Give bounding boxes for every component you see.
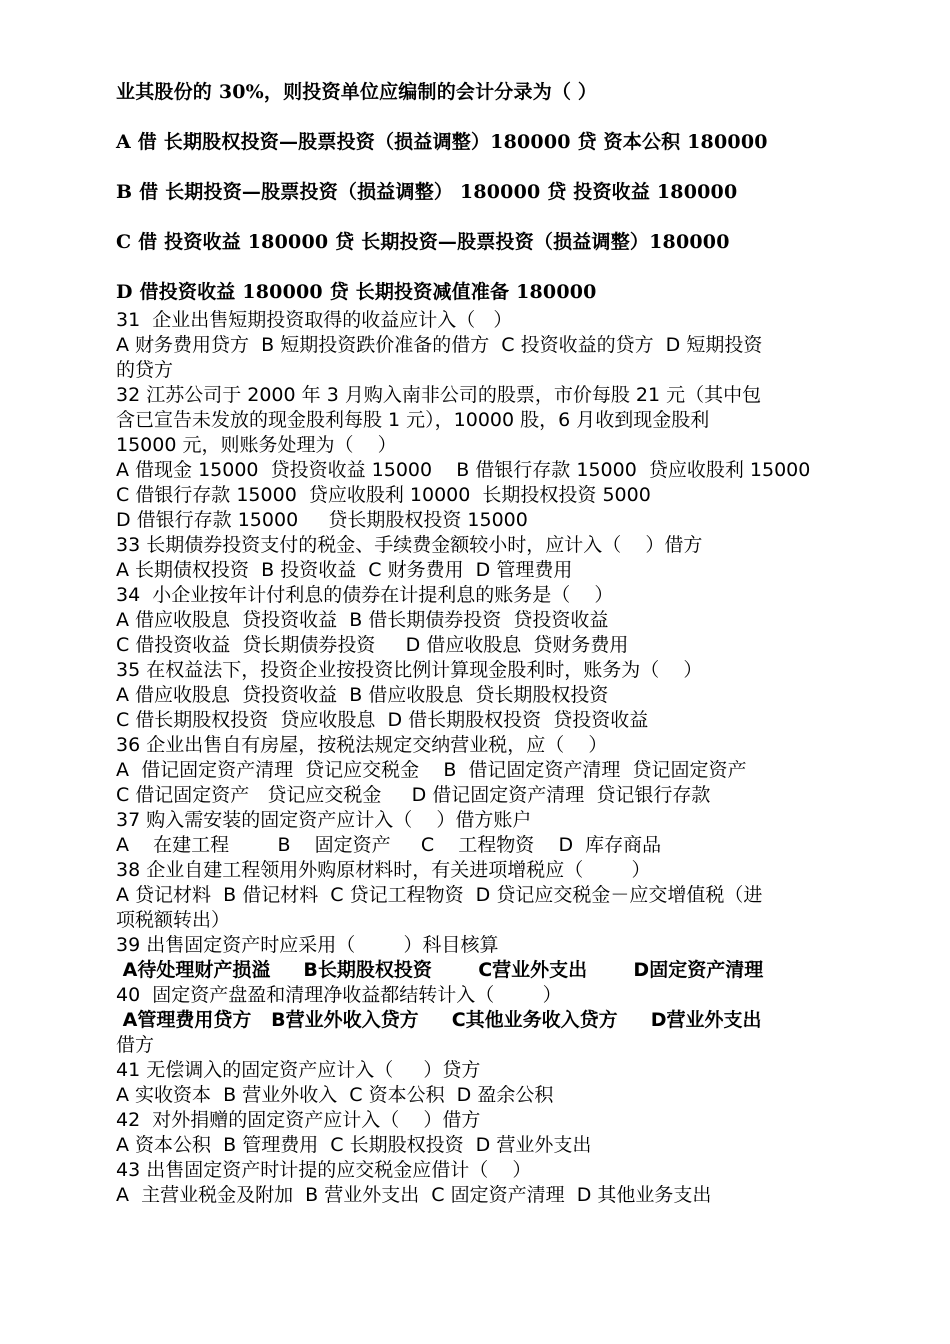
question-line: 的贷方 [116,359,174,381]
option-c: C 借 投资收益 180000 贷 长期投资—股票投资（损益调整）180000 [116,231,730,253]
question-list [116,308,856,1208]
question-stem: 38 企业自建工程领用外购原材料时，有关进项增税应（ ） [116,859,651,881]
question-stem: 36 企业出售自有房屋，按税法规定交纳营业税，应（ ） [116,734,608,756]
question-stem: 43 出售固定资产时计提的应交税金应借计（ ） [116,1159,532,1181]
question-line: A 资本公积 B 管理费用 C 长期股权投资 D 营业外支出 [116,1134,592,1156]
option-a: A 借 长期股权投资—股票投资（损益调整）180000 贷 资本公积 180000 [116,131,768,153]
question-40 [116,983,856,1058]
question-line: A 借现金 15000 贷投资收益 15000 B 借银行存款 15000 贷应收股利 15000 [116,459,811,481]
question-stem: 39 出售固定资产时应采用（ ）科目核算 [116,934,499,956]
question-stem: 40 固定资产盘盈和清理净收益都结转计入（ ） [116,984,562,1006]
previous-question-block [116,80,856,304]
question-stem: 42 对外捐赠的固定资产应计入（ ）借方 [116,1109,481,1131]
question-39 [116,933,856,983]
question-line: A 主营业税金及附加 B 营业外支出 C 固定资产清理 D 其他业务支出 [116,1184,712,1206]
question-stem-continuation: 业其股份的 30%，则投资单位应编制的会计分录为（ ） [116,81,598,103]
question-line: C 借记固定资产 贷记应交税金 D 借记固定资产清理 贷记银行存款 [116,784,711,806]
question-stem: 31 企业出售短期投资取得的收益应计入（ ） [116,309,513,331]
question-line: A 借应收股息 贷投资收益 B 借长期债券投资 贷投资收益 [116,609,609,631]
question-line: A 在建工程 B 固定资产 C 工程物资 D 库存商品 [116,834,662,856]
question-34 [116,583,856,658]
question-stem: 34 小企业按年计付利息的债券在计提利息的账务是（ ） [116,584,614,606]
question-line: 借方 [116,1034,155,1056]
question-line: A 借应收股息 贷投资收益 B 借应收股息 贷长期股权投资 [116,684,609,706]
question-stem: 35 在权益法下，投资企业按投资比例计算现金股利时，账务为（ ） [116,659,703,681]
question-line: A 借记固定资产清理 贷记应交税金 B 借记固定资产清理 贷记固定资产 [116,759,747,781]
question-options: A管理费用贷方 B营业外收入贷方 C其他业务收入贷方 D营业外支出 [116,1009,762,1031]
question-stem: 33 长期债券投资支付的税金、手续费金额较小时，应计入（ ）借方 [116,534,703,556]
question-line: C 借银行存款 15000 贷应收股利 10000 长期投权投资 5000 [116,484,651,506]
question-36 [116,733,856,808]
option-d: D 借投资收益 180000 贷 长期投资减值准备 180000 [116,281,597,303]
question-line: A 长期债权投资 B 投资收益 C 财务费用 D 管理费用 [116,559,573,581]
question-line: A 贷记材料 B 借记材料 C 贷记工程物资 D 贷记应交税金－应交增值税（进 [116,884,763,906]
question-line: 项税额转出） [116,909,231,931]
option-b: B 借 长期投资—股票投资（损益调整） 180000 贷 投资收益 180000 [116,181,738,203]
question-41 [116,1058,856,1108]
question-33 [116,533,856,583]
question-line: 含已宣告未发放的现金股利每股 1 元），10000 股，6 月收到现金股利 [116,409,710,431]
document-page [116,80,856,1208]
question-38 [116,858,856,933]
question-line: A 实收资本 B 营业外收入 C 资本公积 D 盈余公积 [116,1084,554,1106]
question-options: A待处理财产损溢 B长期股权投资 C营业外支出 D固定资产清理 [116,959,764,981]
question-stem: 32 江苏公司于 2000 年 3 月购入南非公司的股票，市价每股 21 元（其中包 [116,384,762,406]
question-43 [116,1158,856,1208]
question-42 [116,1108,856,1158]
question-line: D 借银行存款 15000 贷长期股权投资 15000 [116,509,528,531]
question-stem: 41 无偿调入的固定资产应计入（ ）贷方 [116,1059,481,1081]
question-31 [116,308,856,383]
question-stem: 37 购入需安装的固定资产应计入（ ）借方账户 [116,809,532,831]
question-35 [116,658,856,733]
question-line: C 借长期股权投资 贷应收股息 D 借长期股权投资 贷投资收益 [116,709,649,731]
question-line: A 财务费用贷方 B 短期投资跌价准备的借方 C 投资收益的贷方 D 短期投资 [116,334,763,356]
question-line: 15000 元，则账务处理为（ ） [116,434,397,456]
question-line: C 借投资收益 贷长期债券投资 D 借应收股息 贷财务费用 [116,634,629,656]
question-32 [116,383,856,533]
question-37 [116,808,856,858]
